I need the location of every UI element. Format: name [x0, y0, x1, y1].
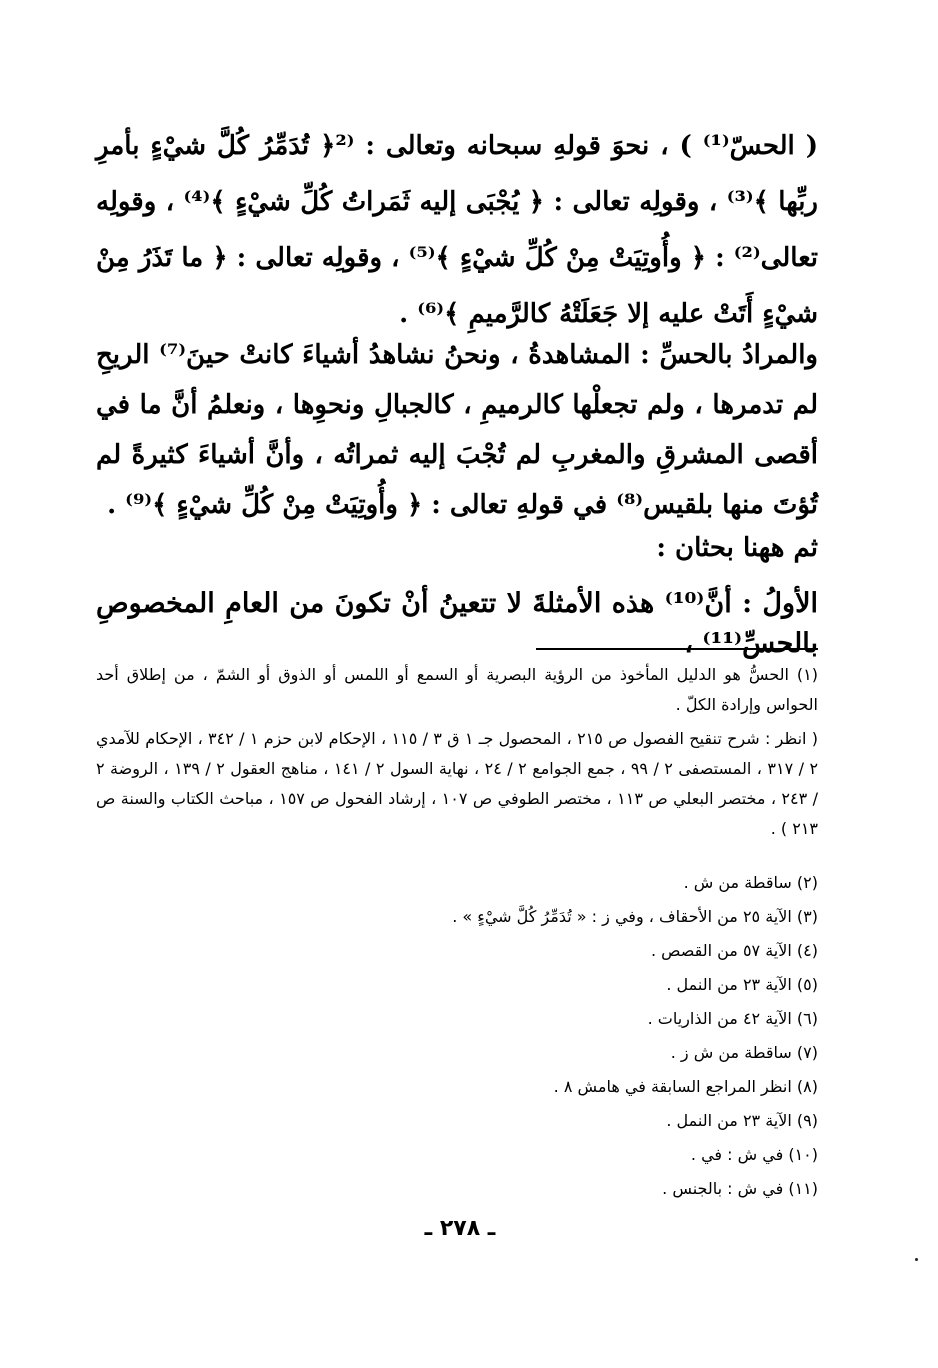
footnote-list [96, 866, 818, 1206]
footnote-divider [536, 648, 818, 650]
footnote-10: (١٠) في ش : في . [690, 1145, 818, 1164]
footnote-1-references: ( انظر : شرح تنقيح الفصول ص ٢١٥ ، المحصول جـ ١ ق ٣ / ١١٥ ، الإحكام لابن حزم ١ / ٣٤٢ ، الإحكام للآمدي ٢ / ٣١٧ ، المستصفى ٢ / ٩٩ ، جمع الجوامع ٢ / ٢٤ ، نهاية السول ٢ / ١٤١ ، مناهج العقول ٢ / ١٣٩ ، الروضة ٢ / ٢٤٣ ، مختصر البعلي ص ١١٣ ، مختصر الطوفي ص ١٠٧ ، إرشاد الفحول ص ١٥٧ ، مباحث الكتاب والسنة ص ٢١٣ ) . [96, 729, 819, 838]
footnote-9: (٩) الآية ٢٣ من النمل . [666, 1111, 818, 1130]
main-paragraph-2: والمرادُ بالحسِّ : المشاهدةُ ، ونحنُ نشاهدُ أشياءَ كانتْ حينَ⁽⁷⁾ الريحِ لم تدمرها ، ولم تجعلْها كالرميمِ ، كالجبالِ ونحوِها ، ونعلمُ أنَّ ما في أقصى المشرقِ والمغربِ لم تُجْبَ إليه ثمراتُه ، وأنَّ أشياءَ كثيرةً لم تُؤتَ منها بلقيس⁽⁸⁾ في قولهِ تعالى : ﴿ وأُوتِيَتْ مِنْ كُلِّ شيْءٍ ﴾⁽⁹⁾ . [96, 340, 818, 520]
main-paragraph-3: ثم ههنا بحثان : [656, 533, 818, 563]
footnote-5: (٥) الآية ٢٣ من النمل . [666, 975, 818, 994]
page-number: ـ ٢٧٨ ـ [424, 1216, 496, 1241]
main-paragraph-1: ( الحسّ⁽¹⁾ ) ، نحوَ قولهِ سبحانه وتعالى : ⁽²﴿ تُدَمِّرُ كُلَّ شيْءٍ بأمرِ ربِّها ﴾⁽³⁾ ، وقولِه تعالى : ﴿ يُجْبَى إليه ثَمَراتُ كُلِّ شيْءٍ ﴾⁽⁴⁾ ، وقولِه تعالى⁽²⁾ : ﴿ وأُوتِيَتْ مِنْ كُلِّ شيْءٍ ﴾⁽⁵⁾ ، وقولِه تعالى : ﴿ ما تَذَرُ مِنْ شيْءٍ أَتَتْ عليه إلا جَعَلَتْهُ كالرَّميمِ ﴾⁽⁶⁾ . [96, 131, 818, 329]
main-paragraph-4: الأولُ : أنَّ⁽¹⁰⁾ هذه الأمثلةَ لا تتعينُ أنْ تكونَ من العامِ المخصوصِ بالحسِّ⁽¹¹⁾ ، [96, 588, 818, 659]
scan-speck [915, 1258, 918, 1261]
footnote-1: (١) الحسُّ هو الدليل المأخوذ من الرؤية البصرية أو السمع أو اللمس أو الذوق أو الشمّ ، من إطلاق أحد الحواس وإرادة الكلّ . [96, 665, 818, 714]
footnote-11: (١١) في ش : بالجنس . [662, 1179, 818, 1198]
footnote-4: (٤) الآية ٥٧ من القصص . [650, 941, 818, 960]
footnote-6: (٦) الآية ٤٢ من الذاريات . [647, 1009, 818, 1028]
footnote-2: (٢) ساقطة من ش . [683, 873, 818, 892]
footnote-7: (٧) ساقطة من ش ز . [670, 1043, 818, 1062]
footnote-8: (٨) انظر المراجع السابقة في هامش ٨ . [553, 1077, 818, 1096]
footnote-3: (٣) الآية ٢٥ من الأحقاف ، وفي ز : « تُدَمِّرُ كُلَّ شيْءٍ » . [452, 907, 818, 926]
